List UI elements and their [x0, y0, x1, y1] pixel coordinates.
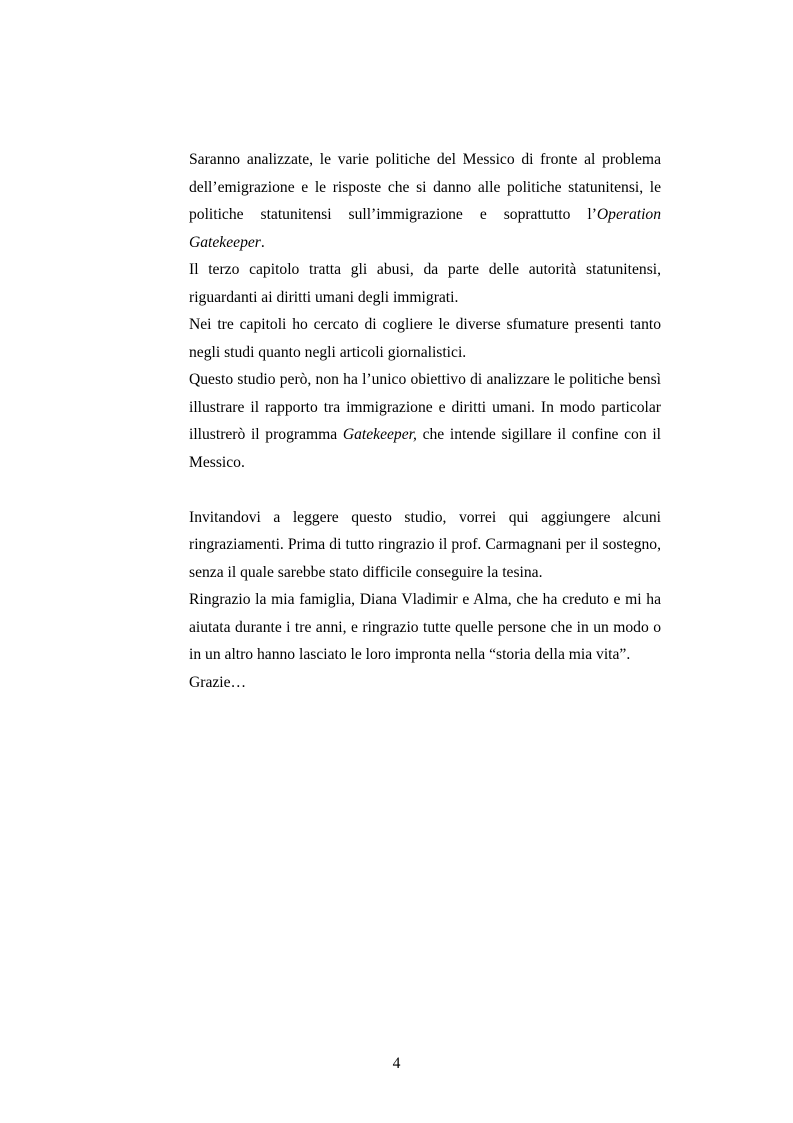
- body-text: [189, 146, 661, 696]
- paragraph-study-objective-end: che intende sigillare il confine con il Messico.: [189, 426, 661, 471]
- paragraph-policies: [189, 146, 661, 256]
- gatekeeper-emphasis: Gatekeeper,: [342, 426, 417, 443]
- paragraph-policies-text: Saranno analizzate, le varie politiche del Messico di fronte al problema dell’emigrazione e le risposte che si danno alle politiche statunitensi, le politiche statunitensi sull’immigrazione e soprattutto l’: [189, 151, 661, 223]
- paragraph-acknowledgements: Invitandovi a leggere questo studio, vorrei qui aggiungere alcuni ringraziamenti. Prima di tutto ringrazio il prof. Carmagnani per il sostegno, senza il quale sarebbe stato difficile conseguire la tesina.: [189, 508, 661, 581]
- paragraph-spacer: [189, 476, 661, 504]
- operation-gatekeeper-emphasis: Operation Gatekeeper: [189, 206, 661, 251]
- paragraph-closing: Grazie…: [189, 673, 247, 691]
- paragraph-study-objective: [189, 366, 661, 476]
- paragraph-policies-end: .: [260, 233, 265, 251]
- paragraph-family-thanks: Ringrazio la mia famiglia, Diana Vladimir e Alma, che ha creduto e mi ha aiutata durante i tre anni, e ringrazio tutte quelle persone che in un modo o in un altro hanno lasciato le loro impronta nella “storia della mia vita”.: [189, 591, 661, 663]
- paragraph-study-objective-text: Questo studio però, non ha l’unico obiettivo di analizzare le politiche bensì illustrare il rapporto tra immigrazione e diritti umani. In modo particolar illustrerò il programma: [189, 371, 661, 443]
- paragraph-third-chapter: Il terzo capitolo tratta gli abusi, da parte delle autorità statunitensi, riguardanti ai diritti umani degli immigrati.: [189, 261, 661, 306]
- page-number: 4: [392, 1055, 401, 1072]
- paragraph-three-chapters: Nei tre capitoli ho cercato di cogliere le diverse sfumature presenti tanto negli studi quanto negli articoli giornalistici.: [189, 316, 661, 361]
